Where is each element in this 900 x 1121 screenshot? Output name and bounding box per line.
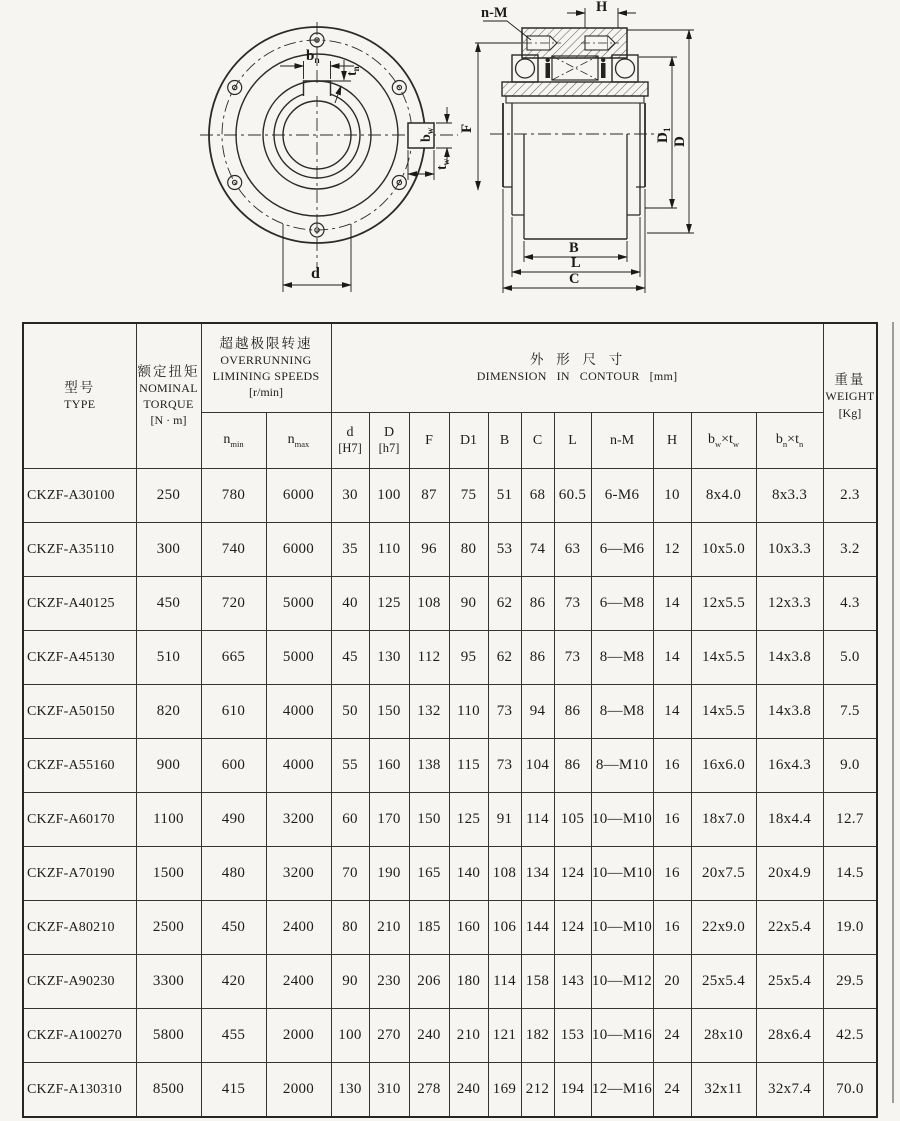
cell-torque: 5800 [136,1009,201,1063]
cell-D: 170 [369,793,409,847]
cell-nmax: 3200 [266,847,331,901]
cell-nM: 6—M8 [591,577,653,631]
body-section [490,82,663,239]
tw-label: $t_w$ [435,158,451,170]
cell-H: 14 [653,577,691,631]
cell-weight: 4.3 [823,577,877,631]
cell-D1: 125 [449,793,488,847]
cell-nmax: 2000 [266,1063,331,1118]
col-header-L: L [554,413,591,469]
cell-type: CKZF-A60170 [23,793,136,847]
cell-D1: 140 [449,847,488,901]
cell-D: 230 [369,955,409,1009]
cell-D1: 115 [449,739,488,793]
cell-L: 86 [554,739,591,793]
cell-H: 16 [653,901,691,955]
col-header-C: C [521,413,554,469]
cell-bwtw: 32x11 [691,1063,756,1118]
d1-label: $D_1$ [655,127,673,143]
cell-L: 73 [554,631,591,685]
cell-L: 124 [554,847,591,901]
cell-type: CKZF-A90230 [23,955,136,1009]
cell-L: 105 [554,793,591,847]
cell-D: 160 [369,739,409,793]
cell-B: 121 [488,1009,521,1063]
table-row [23,523,877,577]
cell-C: 114 [521,793,554,847]
cell-nmin: 415 [201,1063,266,1118]
n-m-label: n-M [481,5,508,21]
bw-label: $b_w$ [419,127,435,142]
type-header-zh: 型号 [64,380,96,396]
cell-torque: 820 [136,685,201,739]
cell-H: 20 [653,955,691,1009]
cell-weight: 70.0 [823,1063,877,1118]
cell-B: 73 [488,685,521,739]
cell-D: 190 [369,847,409,901]
cell-C: 68 [521,469,554,523]
cell-nmax: 4000 [266,685,331,739]
cell-nmin: 420 [201,955,266,1009]
cell-F: 185 [409,901,449,955]
cell-weight: 9.0 [823,739,877,793]
cell-L: 86 [554,685,591,739]
cell-type: CKZF-A40125 [23,577,136,631]
cell-H: 16 [653,847,691,901]
cell-C: 182 [521,1009,554,1063]
cell-d: 60 [331,793,369,847]
cell-nM: 8—M10 [591,739,653,793]
cell-type: CKZF-A55160 [23,739,136,793]
cell-d: 40 [331,577,369,631]
cell-nmin: 720 [201,577,266,631]
col-header-type [23,323,136,469]
cell-bwtw: 8x4.0 [691,469,756,523]
table-row [23,739,877,793]
cell-D: 125 [369,577,409,631]
cell-nmin: 610 [201,685,266,739]
cell-D1: 95 [449,631,488,685]
cell-bntn: 12x3.3 [756,577,823,631]
cell-type: CKZF-A50150 [23,685,136,739]
cell-L: 124 [554,901,591,955]
outer-ring-section [522,28,627,58]
cell-H: 14 [653,631,691,685]
cell-C: 74 [521,523,554,577]
cell-F: 165 [409,847,449,901]
cell-bntn: 14x3.8 [756,685,823,739]
cell-nmax: 5000 [266,631,331,685]
cell-d: 100 [331,1009,369,1063]
cell-nM: 10—M10 [591,847,653,901]
cell-d: 30 [331,469,369,523]
cell-type: CKZF-A45130 [23,631,136,685]
cell-nM: 8—M8 [591,631,653,685]
cell-F: 278 [409,1063,449,1118]
cell-nM: 6-M6 [591,469,653,523]
bw-dimension [436,107,452,164]
col-header-speeds: 超越极限转速 OVERRUNNING LIMINING SPEEDS [r/min] [201,323,331,413]
cell-bwtw: 14x5.5 [691,631,756,685]
spec-table-body [23,469,877,1118]
cell-F: 87 [409,469,449,523]
table-row [23,577,877,631]
cell-bwtw: 16x6.0 [691,739,756,793]
bn-label: $b_n$ [306,48,320,66]
cell-L: 60.5 [554,469,591,523]
cell-nM: 10—M10 [591,793,653,847]
cell-F: 206 [409,955,449,1009]
cell-bwtw: 12x5.5 [691,577,756,631]
cell-bwtw: 18x7.0 [691,793,756,847]
cell-H: 10 [653,469,691,523]
cell-bntn: 18x4.4 [756,793,823,847]
h-label: H [596,0,608,15]
cell-nmax: 5000 [266,577,331,631]
cell-D: 110 [369,523,409,577]
cell-D: 150 [369,685,409,739]
cell-D1: 210 [449,1009,488,1063]
cell-nM: 12—M16 [591,1063,653,1118]
col-header-H: H [653,413,691,469]
cell-d: 80 [331,901,369,955]
cell-nmin: 480 [201,847,266,901]
cell-D: 210 [369,901,409,955]
cell-nmin: 455 [201,1009,266,1063]
keyway [304,81,331,96]
cell-nM: 10—M16 [591,1009,653,1063]
cell-F: 138 [409,739,449,793]
table-row [23,847,877,901]
col-header-bntn: $b_n\times t_n$ [756,413,823,469]
cell-nM: 6—M6 [591,523,653,577]
cell-D: 130 [369,631,409,685]
cell-C: 104 [521,739,554,793]
cell-bntn: 20x4.9 [756,847,823,901]
cell-D1: 110 [449,685,488,739]
cell-B: 108 [488,847,521,901]
cell-weight: 29.5 [823,955,877,1009]
cell-nmin: 780 [201,469,266,523]
cell-nM: 10—M10 [591,901,653,955]
col-header-B: B [488,413,521,469]
cell-weight: 2.3 [823,469,877,523]
cell-C: 86 [521,577,554,631]
cell-type: CKZF-A70190 [23,847,136,901]
cell-bntn: 16x4.3 [756,739,823,793]
table-row [23,685,877,739]
c-label: C [569,271,580,287]
cell-F: 132 [409,685,449,739]
cell-B: 62 [488,631,521,685]
cell-weight: 42.5 [823,1009,877,1063]
cell-type: CKZF-A80210 [23,901,136,955]
cell-nM: 10—M12 [591,955,653,1009]
cell-weight: 5.0 [823,631,877,685]
cell-B: 169 [488,1063,521,1118]
cell-D1: 160 [449,901,488,955]
cell-H: 16 [653,739,691,793]
table-row [23,1063,877,1118]
cell-bntn: 22x5.4 [756,901,823,955]
cell-C: 212 [521,1063,554,1118]
cell-H: 24 [653,1009,691,1063]
cell-type: CKZF-A35110 [23,523,136,577]
scan-edge-line [892,322,894,1103]
table-row [23,469,877,523]
col-header-nmin: $n_{min}$ [201,413,266,469]
cell-torque: 1500 [136,847,201,901]
col-header-torque: 额定扭矩 NOMINAL TORQUE [N · m] [136,323,201,469]
col-header-D1: D1 [449,413,488,469]
cell-nM: 8—M8 [591,685,653,739]
cell-bntn: 14x3.8 [756,631,823,685]
cell-nmax: 2000 [266,1009,331,1063]
d-dimension [627,30,694,233]
cell-type: CKZF-A130310 [23,1063,136,1118]
cell-F: 240 [409,1009,449,1063]
cell-weight: 12.7 [823,793,877,847]
cell-torque: 900 [136,739,201,793]
cell-B: 53 [488,523,521,577]
col-header-nmax: $n_{max}$ [266,413,331,469]
cell-nmin: 450 [201,901,266,955]
cell-D: 270 [369,1009,409,1063]
cell-weight: 14.5 [823,847,877,901]
cell-B: 51 [488,469,521,523]
cell-B: 73 [488,739,521,793]
cell-torque: 450 [136,577,201,631]
cell-bwtw: 25x5.4 [691,955,756,1009]
cell-F: 96 [409,523,449,577]
cell-B: 62 [488,577,521,631]
cell-bntn: 10x3.3 [756,523,823,577]
table-row [23,901,877,955]
cell-d: 70 [331,847,369,901]
cell-d: 55 [331,739,369,793]
cell-nmax: 2400 [266,901,331,955]
cell-C: 94 [521,685,554,739]
cell-bwtw: 10x5.0 [691,523,756,577]
cell-bwtw: 20x7.5 [691,847,756,901]
cell-C: 158 [521,955,554,1009]
cell-F: 108 [409,577,449,631]
cell-d: 45 [331,631,369,685]
cell-L: 153 [554,1009,591,1063]
cell-L: 63 [554,523,591,577]
cell-F: 112 [409,631,449,685]
cell-bwtw: 28x10 [691,1009,756,1063]
cell-C: 134 [521,847,554,901]
cell-d: 50 [331,685,369,739]
cell-weight: 3.2 [823,523,877,577]
cell-torque: 8500 [136,1063,201,1118]
cell-type: CKZF-A30100 [23,469,136,523]
b-label: B [569,240,579,256]
cell-d: 35 [331,523,369,577]
table-row [23,1009,877,1063]
cell-B: 114 [488,955,521,1009]
cell-D1: 75 [449,469,488,523]
cell-D1: 80 [449,523,488,577]
cell-bwtw: 22x9.0 [691,901,756,955]
cell-H: 12 [653,523,691,577]
cell-D: 310 [369,1063,409,1118]
cell-L: 73 [554,577,591,631]
cell-d: 90 [331,955,369,1009]
cell-C: 144 [521,901,554,955]
cell-bntn: 28x6.4 [756,1009,823,1063]
cell-D1: 180 [449,955,488,1009]
f-label: F [459,123,475,133]
col-header-nM: n-M [591,413,653,469]
table-row [23,955,877,1009]
cell-bntn: 32x7.4 [756,1063,823,1118]
cell-weight: 7.5 [823,685,877,739]
cell-L: 194 [554,1063,591,1118]
cell-bntn: 8x3.3 [756,469,823,523]
d-outer-label: D [672,136,688,147]
cell-nmax: 3200 [266,793,331,847]
l-label: L [571,255,581,271]
cell-torque: 2500 [136,901,201,955]
cell-nmin: 740 [201,523,266,577]
cell-B: 106 [488,901,521,955]
col-header-F: F [409,413,449,469]
cell-D1: 240 [449,1063,488,1118]
cell-nmin: 600 [201,739,266,793]
cell-nmax: 2400 [266,955,331,1009]
d-label: d [311,265,320,282]
cell-F: 150 [409,793,449,847]
cell-nmin: 665 [201,631,266,685]
col-header-d: d [H7] [331,413,369,469]
bearing-row [512,55,638,82]
col-header-bwtw: $b_w\times t_w$ [691,413,756,469]
cell-nmax: 6000 [266,523,331,577]
cell-torque: 300 [136,523,201,577]
cell-nmax: 6000 [266,469,331,523]
f-dimension [475,43,521,190]
cell-B: 91 [488,793,521,847]
table-row [23,631,877,685]
col-header-dimension: 外 形 尺 寸 DIMENSION IN CONTOUR [mm] [331,323,823,413]
tn-label: $t_n$ [345,66,361,76]
cell-nmin: 490 [201,793,266,847]
cell-C: 86 [521,631,554,685]
cell-weight: 19.0 [823,901,877,955]
cell-bwtw: 14x5.5 [691,685,756,739]
table-row [23,793,877,847]
cell-type: CKZF-A100270 [23,1009,136,1063]
col-header-D: D [h7] [369,413,409,469]
front-view-drawing [180,8,470,308]
cell-H: 24 [653,1063,691,1118]
cross-section-drawing [455,0,705,302]
cell-torque: 510 [136,631,201,685]
cell-D1: 90 [449,577,488,631]
cell-D: 100 [369,469,409,523]
cell-bntn: 25x5.4 [756,955,823,1009]
cell-torque: 3300 [136,955,201,1009]
cell-nmax: 4000 [266,739,331,793]
cell-torque: 1100 [136,793,201,847]
cell-H: 16 [653,793,691,847]
cell-torque: 250 [136,469,201,523]
type-header-en: TYPE [64,397,96,412]
cell-L: 143 [554,955,591,1009]
col-header-weight: 重量 WEIGHT [Kg] [823,323,877,469]
cell-d: 130 [331,1063,369,1118]
spec-table [22,322,878,1118]
cell-H: 14 [653,685,691,739]
